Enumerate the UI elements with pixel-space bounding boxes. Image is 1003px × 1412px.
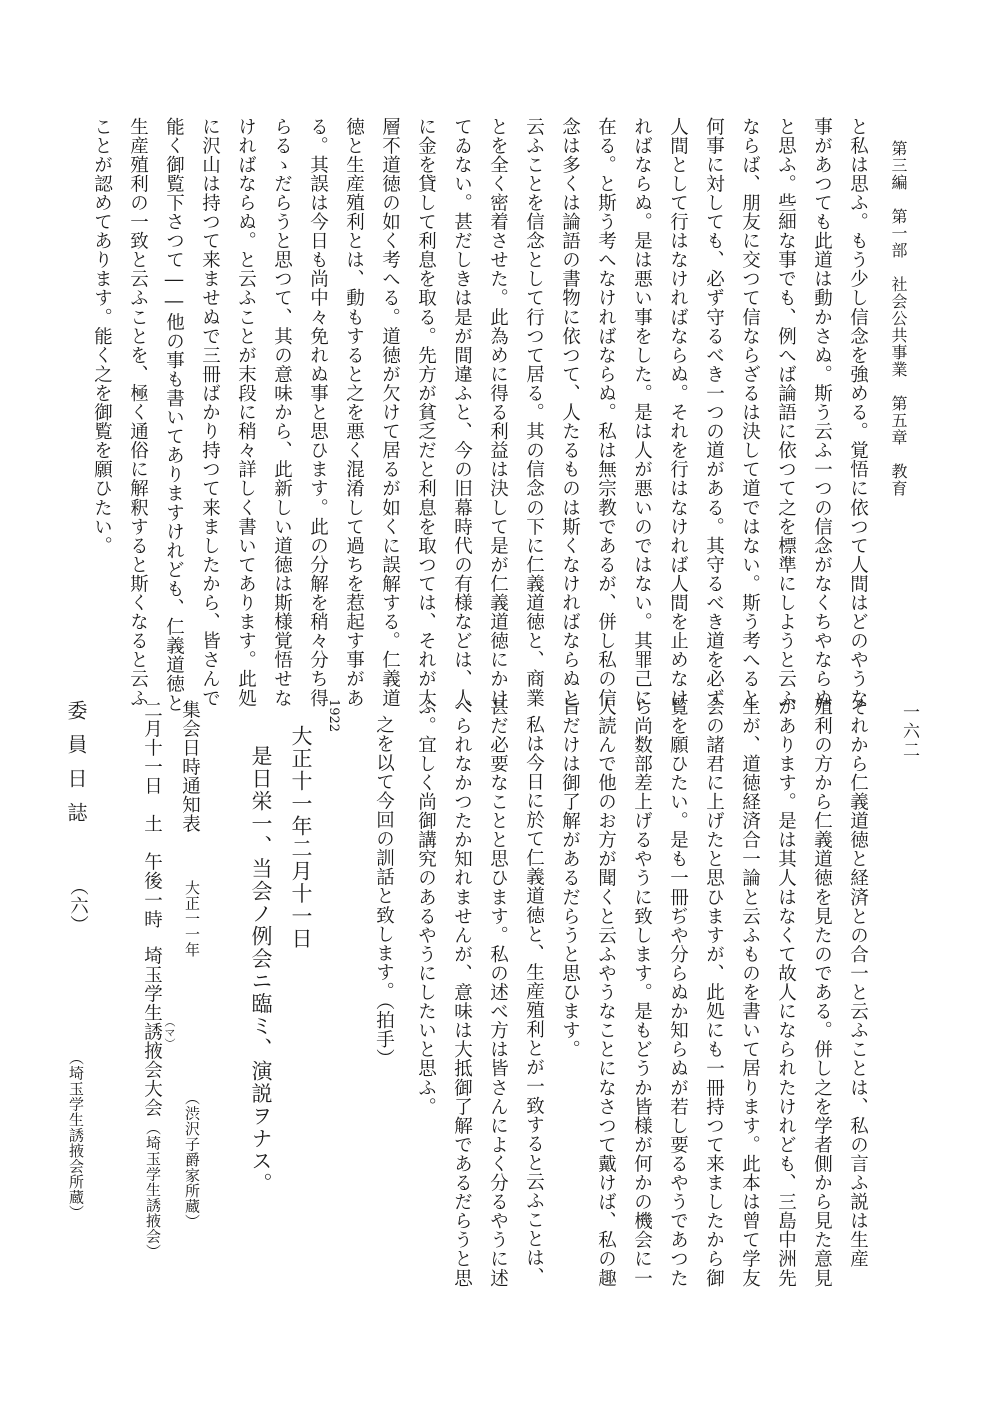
text-line: 旨だけは御了解があるだらうと思ひます。 [559,697,581,1059]
running-head: 第三編 第一部 社会公共事業 第五章 教育 [889,140,908,497]
event-org: （埼玉学生誘掖会） [144,1120,162,1260]
text-line: 事があつても此道は動かさぬ。斯う云ふ一つの信念がなくちやならぬ [811,117,833,708]
text-line: 私は今日に於て仁義道徳と、生産殖利とが一致すると云ふことは、 [523,715,545,1287]
text-line: 何事に対しても、必ず守るべき一つの道がある。其守るべき道を必ず [703,117,725,708]
text-line: と私は思ふ。もう少し信念を強める。覚悟に依つて人間はどのやうな [847,117,869,708]
text-line: 之を以て今回の訓話と致します。（拍手） [373,715,395,1068]
text-line: 人読んで他のお方が聞くと云ふやうなことになさつて戴けば、私の趣 [595,697,617,1288]
text-line: 在る。と斯う考へなければならぬ。私は無宗教であるが、併し私の信 [595,117,617,708]
text-line: と思ふ。些細な事でも、例へば論語に依つて之を標準にしようと云ふ [775,117,797,708]
text-line: べられなかつたか知れませんが、意味は大抵御了解であるだらうと思 [451,697,473,1288]
notice-era: 大正一一年 [183,880,201,958]
text-line: ことが認めてあります。能く之を御覧を願ひたい。 [91,117,113,556]
notice-source: （渋沢子爵家所蔵） [183,1090,201,1230]
committee-source: （埼玉学生誘掖会所蔵） [67,1050,85,1221]
text-line: 念は多くは論語の書物に依つて、人たるものは斯くなければならぬと [559,117,581,708]
text-line: てゐない。甚だしきは是が間違ふと、今の旧幕時代の有様などは、人 [451,117,473,708]
text-line: 徳と生産殖利とは、動もすると之を悪く混淆して過ちを惹起す事があ [343,117,365,708]
notice-title: 集会日時通知表 [179,700,201,834]
diary-date: 大正十一年二月十一日 [289,725,313,950]
text-line: 会の諸君に上げたと思ひますが、此処にも一冊持つて来ましたから御 [703,697,725,1288]
text-line: 層不道徳の如く考へる。道徳が欠けて居るが如くに誤解する。仁義道 [379,117,401,708]
text-line: に沢山は持つて来ませぬで三冊ばかり持つて来ましたから、皆さんで [199,117,221,708]
text-line: 人間として行はなければならぬ。それを行はなければ人間を止めなけ [667,117,689,708]
event-date: 二月十一日 土 午後一時 [141,700,163,929]
text-line: に金を貸して利息を取る。先方が貧乏だと利息を取つては、それが大 [415,117,437,708]
text-line: らるゝだらうと思つて、其の意味から、此新しい道徳は斯様覚悟せな [271,117,293,708]
text-line: ならば、朋友に交つて信ならざるは決して道ではない。斯う考へると [739,117,761,708]
text-line: る。其誤は今日も尚中々免れぬ事と思ひます。此の分解を稍々分ち得 [307,117,329,708]
text-line: ければならぬ。と云ふことが末段に稍々詳しく書いてあります。此処 [235,117,257,708]
text-line: 生が、道徳経済合一論と云ふものを書いて居ります。此本は曾て学友 [739,697,761,1288]
text-line: ら尚数部差上げるやうに致します。是もどうか皆様が何かの機会に一 [631,697,653,1288]
text-line: 覧を願ひたい。是も一冊ぢや分らぬか知らぬが若し要るやうであつた [667,697,689,1288]
text-line: 云ふことを信念として行つて居る。其の信念の下に仁義道徳と、商業 [523,117,545,708]
committee-number: （六） [67,877,89,935]
text-line: とを全く密着させた。此為めに得る利益は決して是が仁義道徳にかけ [487,117,509,708]
text-line: ればならぬ。是は悪い事をした。是は人が悪いのではない。其罪己に [631,117,653,708]
text-line: があります。是は其人はなくて故人になられたけれども、三島中洲先 [775,697,797,1288]
text-line: 殖利の方から仁義道徳を見たのである。併し之を学者側から見た意見 [811,697,833,1288]
event-sic-note: （マ） [163,1016,176,1049]
page-number: 一六二 [899,703,919,760]
text-line: それから仁義道徳と経済との合一と云ふことは、私の言ふ説は生産 [847,697,869,1269]
text-line: 能く御覧下さつて――他の事も書いてありますけれども、仁義道徳と [163,117,185,713]
diary-entry: 是日栄一、当会ノ例会ニ臨ミ、演説ヲナス。 [249,745,273,1195]
text-line: ふ。宜しく尚御講究のあるやうにしたいと思ふ。 [415,697,437,1117]
text-line: 生産殖利の一致と云ふことを、極く通俗に解釈すると斯くなると云ふ [127,117,149,708]
event-name: 埼玉学生誘掖会大会 [141,946,163,1118]
year-western: 1922 [326,698,342,733]
text-line: 甚だ必要なことと思ひます。私の述べ方は皆さんによく分るやうに述 [487,697,509,1288]
committee-title: 委員日誌 [64,700,88,836]
